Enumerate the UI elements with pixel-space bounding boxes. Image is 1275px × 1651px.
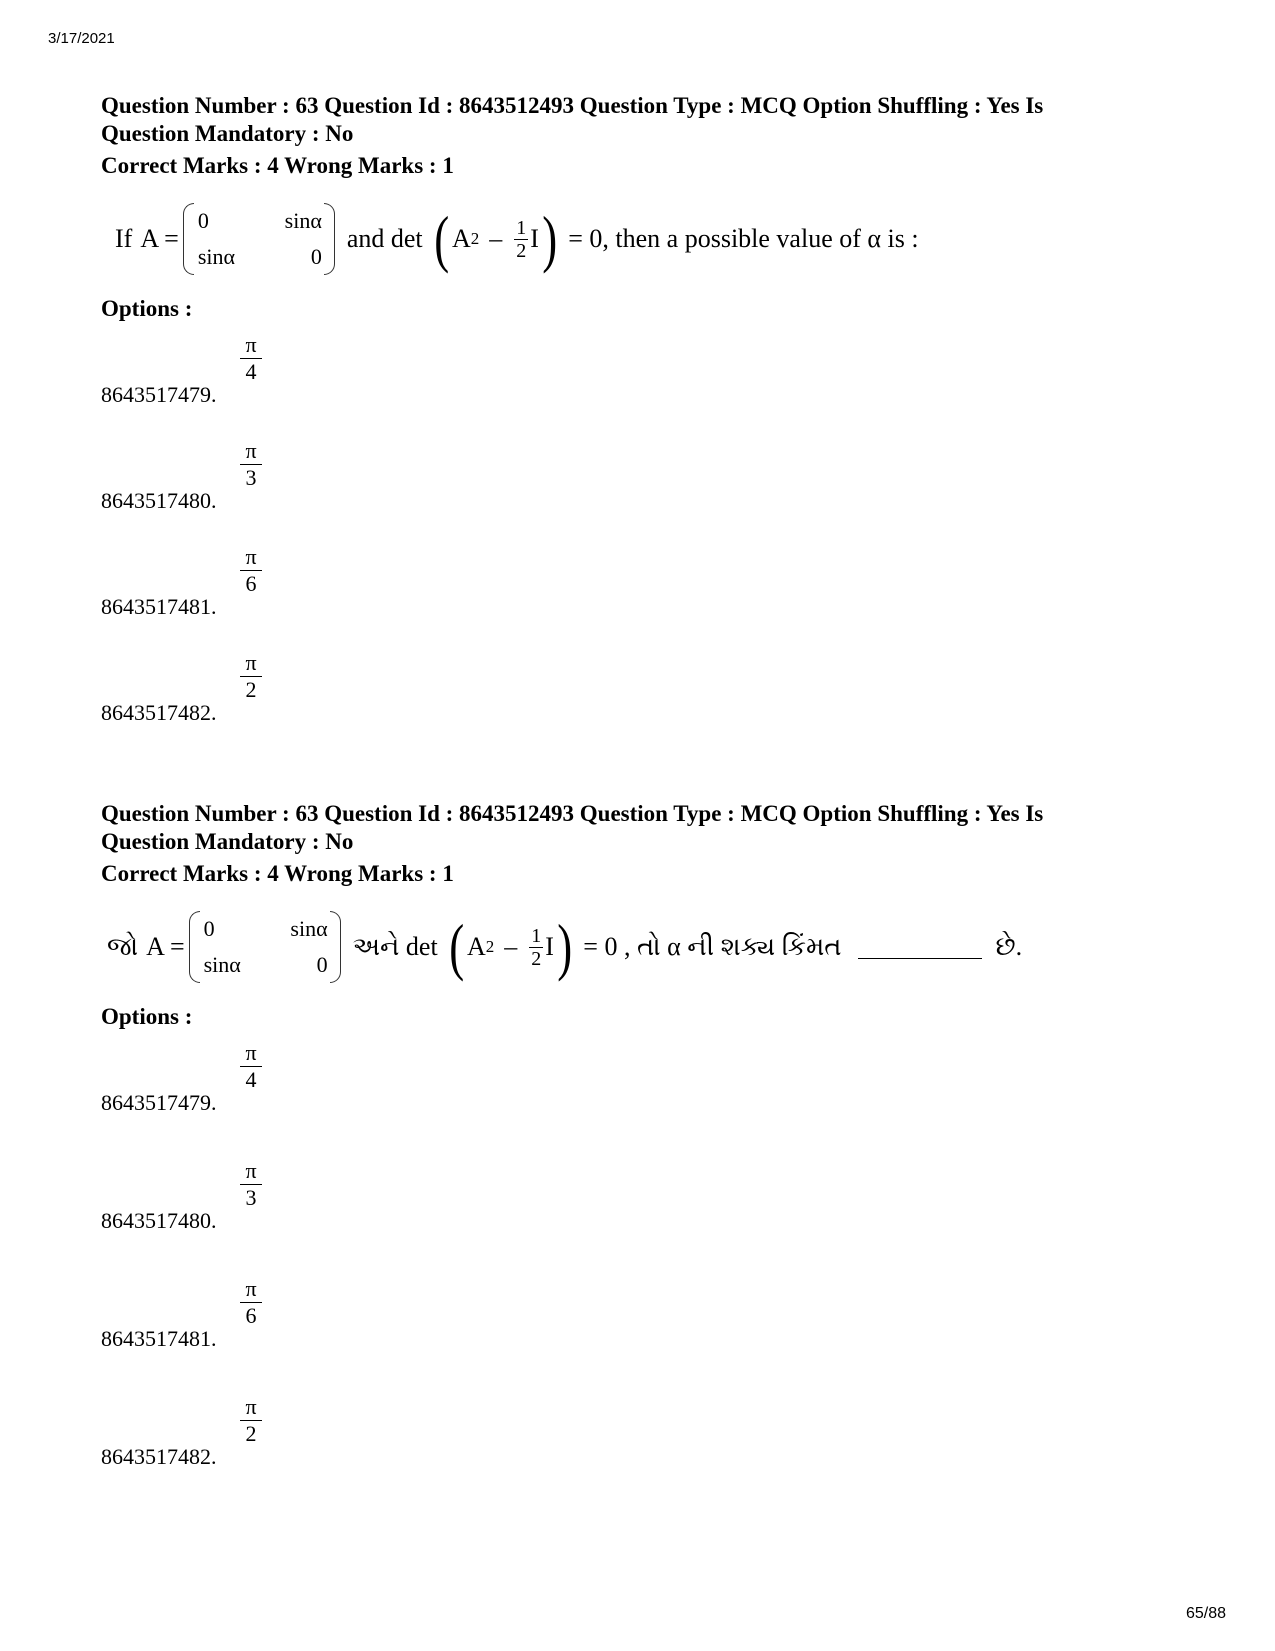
option-id: 8643517480. — [101, 488, 217, 513]
matrix-a — [189, 911, 341, 983]
option-fraction — [239, 332, 263, 385]
matrix-cell: 0 — [197, 208, 209, 233]
stem-connector: અને det — [352, 931, 438, 961]
option-id: 8643517481. — [101, 1326, 217, 1351]
option-numerator: π — [240, 1040, 262, 1067]
question-header — [101, 92, 1141, 148]
option-fraction — [239, 438, 263, 491]
option-numerator: π — [240, 650, 262, 677]
stem-prefix: If — [115, 224, 133, 253]
matrix-cell: sinα — [284, 208, 322, 233]
det-right-paren: ) — [542, 203, 558, 274]
expr-base: A — [451, 224, 471, 253]
option-denominator: 4 — [245, 359, 257, 384]
option-denominator: 3 — [245, 465, 257, 490]
option-item[interactable] — [101, 1156, 1141, 1274]
option-fraction — [239, 544, 263, 597]
print-date: 3/17/2021 — [48, 30, 115, 47]
option-id: 8643517481. — [101, 594, 217, 619]
option-numerator: π — [240, 438, 262, 465]
stem-suffix: = 0, then a possible value of α is : — [568, 224, 919, 253]
options-label: Options : — [101, 1004, 193, 1029]
question-header-line1: Question Number : 63 Question Id : 8643512493 Question Type : MCQ Option Shuffling : Yes Is — [101, 93, 1044, 118]
option-numerator: π — [240, 332, 262, 359]
matrix-right-paren — [324, 203, 335, 275]
option-item[interactable] — [101, 436, 1141, 542]
option-id: 8643517482. — [101, 1444, 217, 1469]
options-label: Options : — [101, 296, 193, 321]
option-denominator: 4 — [245, 1067, 257, 1092]
option-denominator: 6 — [245, 571, 257, 596]
expr-base: A — [467, 932, 486, 961]
option-denominator: 2 — [245, 677, 257, 702]
option-id: 8643517480. — [101, 1208, 217, 1233]
stem-connector: and det — [346, 224, 423, 253]
matrix-cell: sinα — [197, 244, 236, 269]
option-fraction — [239, 1276, 263, 1329]
det-left-paren: ( — [433, 203, 449, 274]
option-item[interactable] — [101, 330, 1141, 436]
option-item[interactable] — [101, 1038, 1141, 1156]
option-numerator: π — [240, 1158, 262, 1185]
expr-minus: – — [489, 224, 503, 253]
option-fraction — [239, 650, 263, 703]
option-numerator: π — [240, 1276, 262, 1303]
option-item[interactable] — [101, 542, 1141, 648]
det-right-paren: ) — [557, 911, 573, 982]
question-block-english — [101, 92, 1141, 754]
question-stem — [101, 906, 1141, 988]
matrix-cell: sinα — [203, 952, 241, 977]
option-id: 8643517479. — [101, 382, 217, 407]
stem-suffix: = 0 , તો α ની શક્ય કિંમત — [583, 931, 842, 961]
half-numerator: 1 — [531, 924, 542, 947]
matrix-a — [183, 203, 335, 275]
half-numerator: 1 — [516, 216, 527, 239]
question-header-line2: Question Mandatory : No — [101, 121, 354, 146]
half-fraction — [529, 925, 543, 970]
half-denominator: 2 — [516, 239, 527, 262]
stem-matrix-var: A = — [146, 932, 185, 961]
question-header-line2: Question Mandatory : No — [101, 829, 354, 854]
option-item[interactable] — [101, 648, 1141, 754]
matrix-cell: 0 — [310, 244, 322, 269]
identity-matrix: I — [530, 224, 539, 253]
question-header-line1: Question Number : 63 Question Id : 8643512493 Question Type : MCQ Option Shuffling : Yes Is — [101, 801, 1044, 826]
option-numerator: π — [240, 544, 262, 571]
det-left-paren: ( — [448, 911, 464, 982]
option-id: 8643517479. — [101, 1090, 217, 1115]
expr-exponent: 2 — [470, 229, 480, 248]
option-denominator: 6 — [245, 1303, 257, 1328]
options-list — [101, 1038, 1141, 1510]
option-fraction — [239, 1394, 263, 1447]
options-list — [101, 330, 1141, 754]
half-denominator: 2 — [531, 947, 542, 970]
stem-tail: છે. — [995, 931, 1023, 961]
option-numerator: π — [240, 1394, 262, 1421]
option-item[interactable] — [101, 1274, 1141, 1392]
matrix-cell: sinα — [290, 916, 328, 941]
page-number: 65/88 — [1185, 1605, 1226, 1622]
matrix-right-paren — [330, 911, 341, 983]
option-id: 8643517482. — [101, 700, 217, 725]
matrix-cell: 0 — [203, 916, 215, 941]
option-denominator: 2 — [245, 1421, 257, 1446]
expr-exponent: 2 — [485, 937, 495, 956]
option-item[interactable] — [101, 1392, 1141, 1510]
question-header — [101, 800, 1141, 856]
answer-blank — [858, 936, 982, 959]
question-block-gujarati — [101, 800, 1141, 1510]
expr-minus: – — [504, 932, 518, 961]
option-denominator: 3 — [245, 1185, 257, 1210]
matrix-left-paren — [189, 911, 200, 983]
matrix-left-paren — [183, 203, 194, 275]
question-marks: Correct Marks : 4 Wrong Marks : 1 — [101, 153, 454, 178]
stem-prefix: જો — [107, 931, 139, 961]
question-marks: Correct Marks : 4 Wrong Marks : 1 — [101, 861, 454, 886]
half-fraction — [514, 217, 528, 262]
question-stem — [101, 198, 1141, 280]
option-fraction — [239, 1040, 263, 1093]
option-fraction — [239, 1158, 263, 1211]
identity-matrix: I — [545, 932, 554, 961]
matrix-cell: 0 — [316, 952, 328, 977]
stem-matrix-var: A = — [140, 224, 179, 253]
